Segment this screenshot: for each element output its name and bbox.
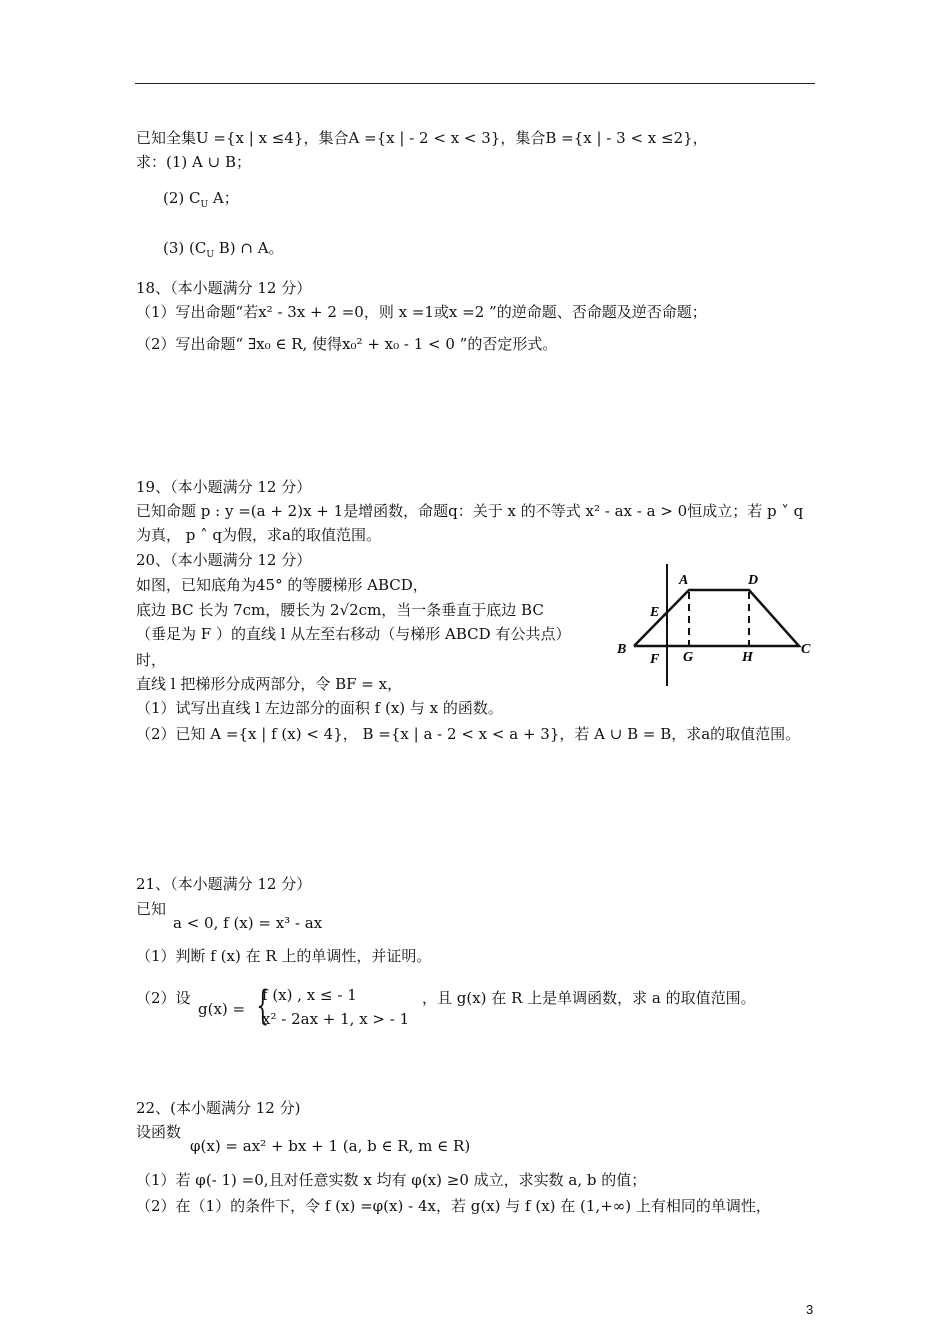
label-f: F <box>650 652 660 667</box>
q20-line-2: 底边 BC 长为 7cm，腰长为 2√2cm，当一条垂直于底边 BC <box>136 601 544 619</box>
q17-part2-label: (2) C <box>163 189 201 207</box>
q22-part1: （1）若 φ(- 1) =0,且对任意实数 x 均有 φ(x) ≥0 成立，求实数 a, b 的值； <box>136 1171 647 1189</box>
q17-line-4 <box>163 238 284 265</box>
q20-part2: （2）已知 A ={x | f (x) < 4}， B ={x | a - 2 < x < a + 3}，若 A ∪ B = B，求a的取值范围。 <box>136 725 801 743</box>
q21-given-label: 已知 <box>136 900 167 918</box>
q21-part1: （1）判断 f (x) 在 R 上的单调性，并证明。 <box>136 947 432 965</box>
label-g: G <box>683 650 694 665</box>
q20-line-1: 如图，已知底角为45° 的等腰梯形 ABCD， <box>136 576 428 594</box>
label-c: C <box>801 642 811 657</box>
q22-func-expr: φ(x) = ax² + bx + 1 (a, b ∈ R, m ∈ R) <box>190 1137 471 1155</box>
q21-heading: 21、（本小题满分 12 分） <box>136 875 312 893</box>
q21-part2-label: （2）设 <box>136 989 191 1007</box>
label-e: E <box>650 605 660 620</box>
q21-part2-rest: ，且 g(x) 在 R 上是单调函数，求 a 的取值范围。 <box>422 989 756 1007</box>
q19-heading: 19、（本小题满分 12 分） <box>136 478 312 496</box>
q17-part2-sub: U <box>200 200 209 210</box>
q20-part1: （1）试写出直线 l 左边部分的面积 f (x) 与 x 的函数。 <box>136 699 503 717</box>
q20-line-5: 直线 l 把梯形分成两部分，令 BF = x， <box>136 675 403 693</box>
label-h: H <box>742 650 753 665</box>
piecewise-brace: { <box>256 983 270 1029</box>
q20-line-4: 时， <box>136 651 167 669</box>
q21-case-1: f (x) , x ≤ - 1 <box>262 986 357 1004</box>
label-d: D <box>748 573 759 588</box>
page-number: 3 <box>806 1302 814 1317</box>
q21-case-2: x² - 2ax + 1, x > - 1 <box>262 1010 410 1028</box>
q17-line-1: 已知全集U ={x | x ≤4}，集合A ={x | - 2 < x < 3}，集合B ={x | - 3 < x ≤2}， <box>136 129 708 147</box>
label-b: B <box>617 642 627 657</box>
q17-part2-rest: A； <box>208 189 239 207</box>
trapezoid-figure <box>612 560 822 690</box>
q19-line-2: 为真， p ˄ q为假，求a的取值范围。 <box>136 526 381 544</box>
q22-part2: （2）在（1）的条件下，令 f (x) =φ(x) - 4x，若 g(x) 与 f (x) 在 (1,+∞) 上有相同的单调性， <box>136 1197 771 1215</box>
q22-func-label: 设函数 <box>136 1123 182 1141</box>
q17-part3-rest: B) ∩ A。 <box>213 239 284 257</box>
q20-line-3: （垂足为 F ）的直线 l 从左至右移动（与梯形 ABCD 有公共点） <box>136 625 571 643</box>
q21-g-def: g(x) = <box>198 1000 246 1018</box>
q18-part1: （1）写出命题“若x² - 3x + 2 =0，则 x =1或x =2 ”的逆命题、否命题及逆否命题； <box>136 303 707 321</box>
q20-heading: 20、（本小题满分 12 分） <box>136 551 312 569</box>
q17-part3-sub: U <box>206 250 214 260</box>
header-rule <box>135 83 815 84</box>
q19-line-1: 已知命题 p : y =(a + 2)x + 1是增函数，命题q：关于 x 的不等式 x² - ax - a > 0恒成立；若 p ˅ q <box>136 502 804 520</box>
q21-given-expr: a < 0, f (x) = x³ - ax <box>173 914 323 932</box>
q18-part2: （2）写出命题“ ∃x₀ ∈ R, 使得x₀² + x₀ - 1 < 0 ”的否定形式。 <box>136 335 558 353</box>
q17-line-2: 求：(1) A ∪ B； <box>136 153 251 171</box>
q18-heading: 18、（本小题满分 12 分） <box>136 279 312 297</box>
q22-heading: 22、(本小题满分 12 分) <box>136 1099 301 1117</box>
q17-part3-label: (3) (C <box>163 239 207 257</box>
q17-line-3 <box>163 188 239 215</box>
label-a: A <box>679 573 689 588</box>
